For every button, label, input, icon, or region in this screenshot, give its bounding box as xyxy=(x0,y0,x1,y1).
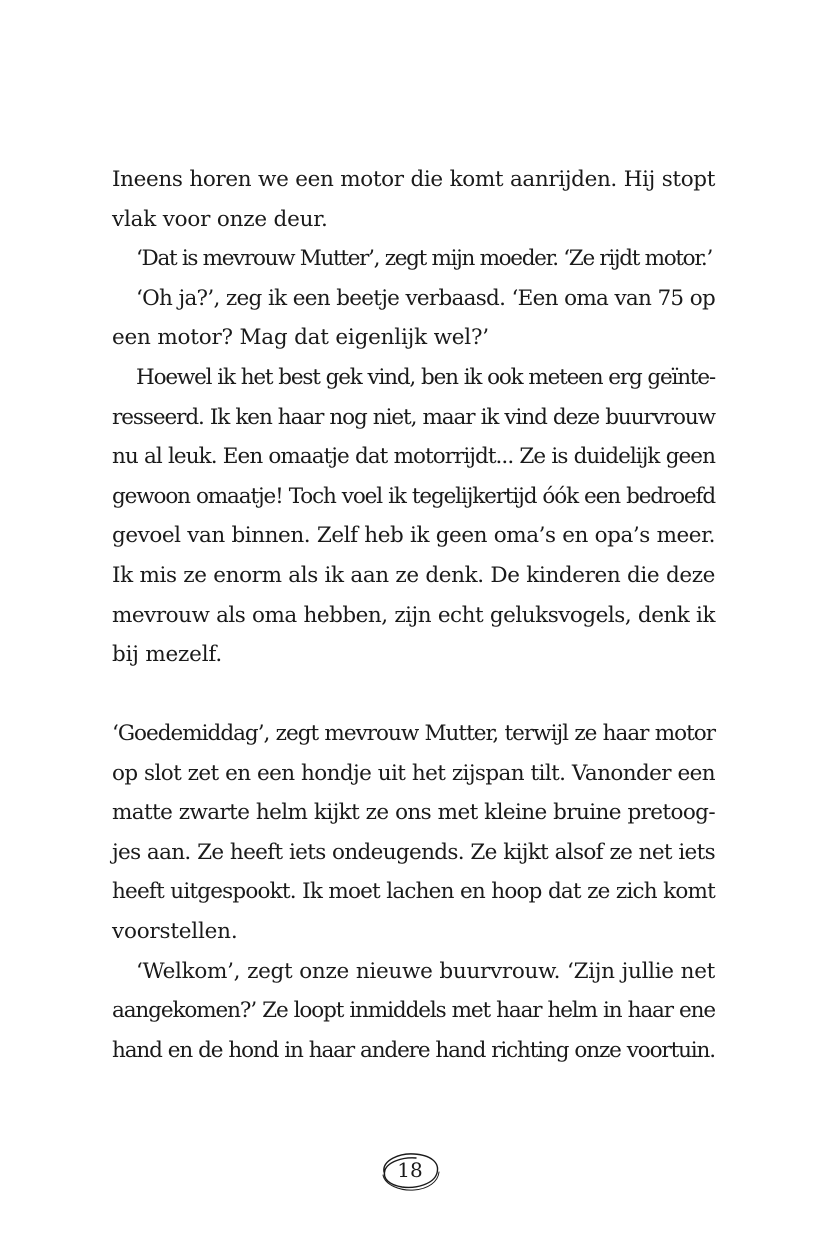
text-section-1 xyxy=(112,160,715,675)
paragraph-5-line: jes aan. Ze heeft iets ondeugends. Ze kijkt alsof ze net iets xyxy=(112,839,715,865)
paragraph-3-line: ‘Oh ja?’, zeg ik een beetje verbaasd. ‘Een oma van 75 op xyxy=(136,285,715,311)
page-number xyxy=(378,1148,442,1194)
paragraph-5-line: op slot zet en een hondje uit het zijspan tilt. Vanonder een xyxy=(112,760,715,786)
paragraph-4-line: gevoel van binnen. Zelf heb ik geen oma’s en opa’s meer. xyxy=(112,523,715,549)
paragraph-5-line: ‘Goedemiddag’, zegt mevrouw Mutter, terwijl ze haar motor xyxy=(112,721,715,746)
paragraph-5-line: voorstellen. xyxy=(112,918,238,944)
paragraph-2-line: ‘Dat is mevrouw Mutter’, zegt mijn moeder. ‘Ze rijdt motor.’ xyxy=(136,246,712,272)
paragraph-4-line: nu al leuk. Een omaatje dat motorrijdt... Ze is duidelijk geen xyxy=(112,444,715,470)
paragraph-6-line: hand en de hond in haar andere hand richting onze voortuin. xyxy=(112,1037,715,1063)
paragraph-5-line: heeft uitgespookt. Ik moet lachen en hoop dat ze zich komt xyxy=(112,879,715,905)
paragraph-1-line: Ineens horen we een motor die komt aanrijden. Hij stopt xyxy=(112,167,715,192)
text-section-2 xyxy=(112,714,715,1070)
paragraph-4-line: Hoewel ik het best gek vind, ben ik ook meteen erg geïnte- xyxy=(136,364,715,390)
paragraph-6-line: aangekomen?’ Ze loopt inmiddels met haar helm in haar ene xyxy=(112,998,715,1024)
paragraph-4-line: resseerd. Ik ken haar nog niet, maar ik vind deze buurvrouw xyxy=(112,404,715,430)
paragraph-4-line: bij mezelf. xyxy=(112,642,223,668)
paragraph-4-line: gewoon omaatje! Toch voel ik tegelijkertijd óók een bedroefd xyxy=(112,483,715,509)
paragraph-4-line: Ik mis ze enorm als ik aan ze denk. De kinderen die deze xyxy=(112,562,715,588)
paragraph-6-line: ‘Welkom’, zegt onze nieuwe buurvrouw. ‘Zijn jullie net xyxy=(136,958,715,984)
page-number-text: 18 xyxy=(397,1158,423,1182)
paragraph-4-line: mevrouw als oma hebben, zijn echt geluksvogels, denk ik xyxy=(112,602,715,628)
paragraph-3-line: een motor? Mag dat eigenlijk wel?’ xyxy=(112,325,489,351)
paragraph-5-line: matte zwarte helm kijkt ze ons met kleine bruine pretoog- xyxy=(112,800,715,826)
paragraph-1-line: vlak voor onze deur. xyxy=(112,206,328,232)
